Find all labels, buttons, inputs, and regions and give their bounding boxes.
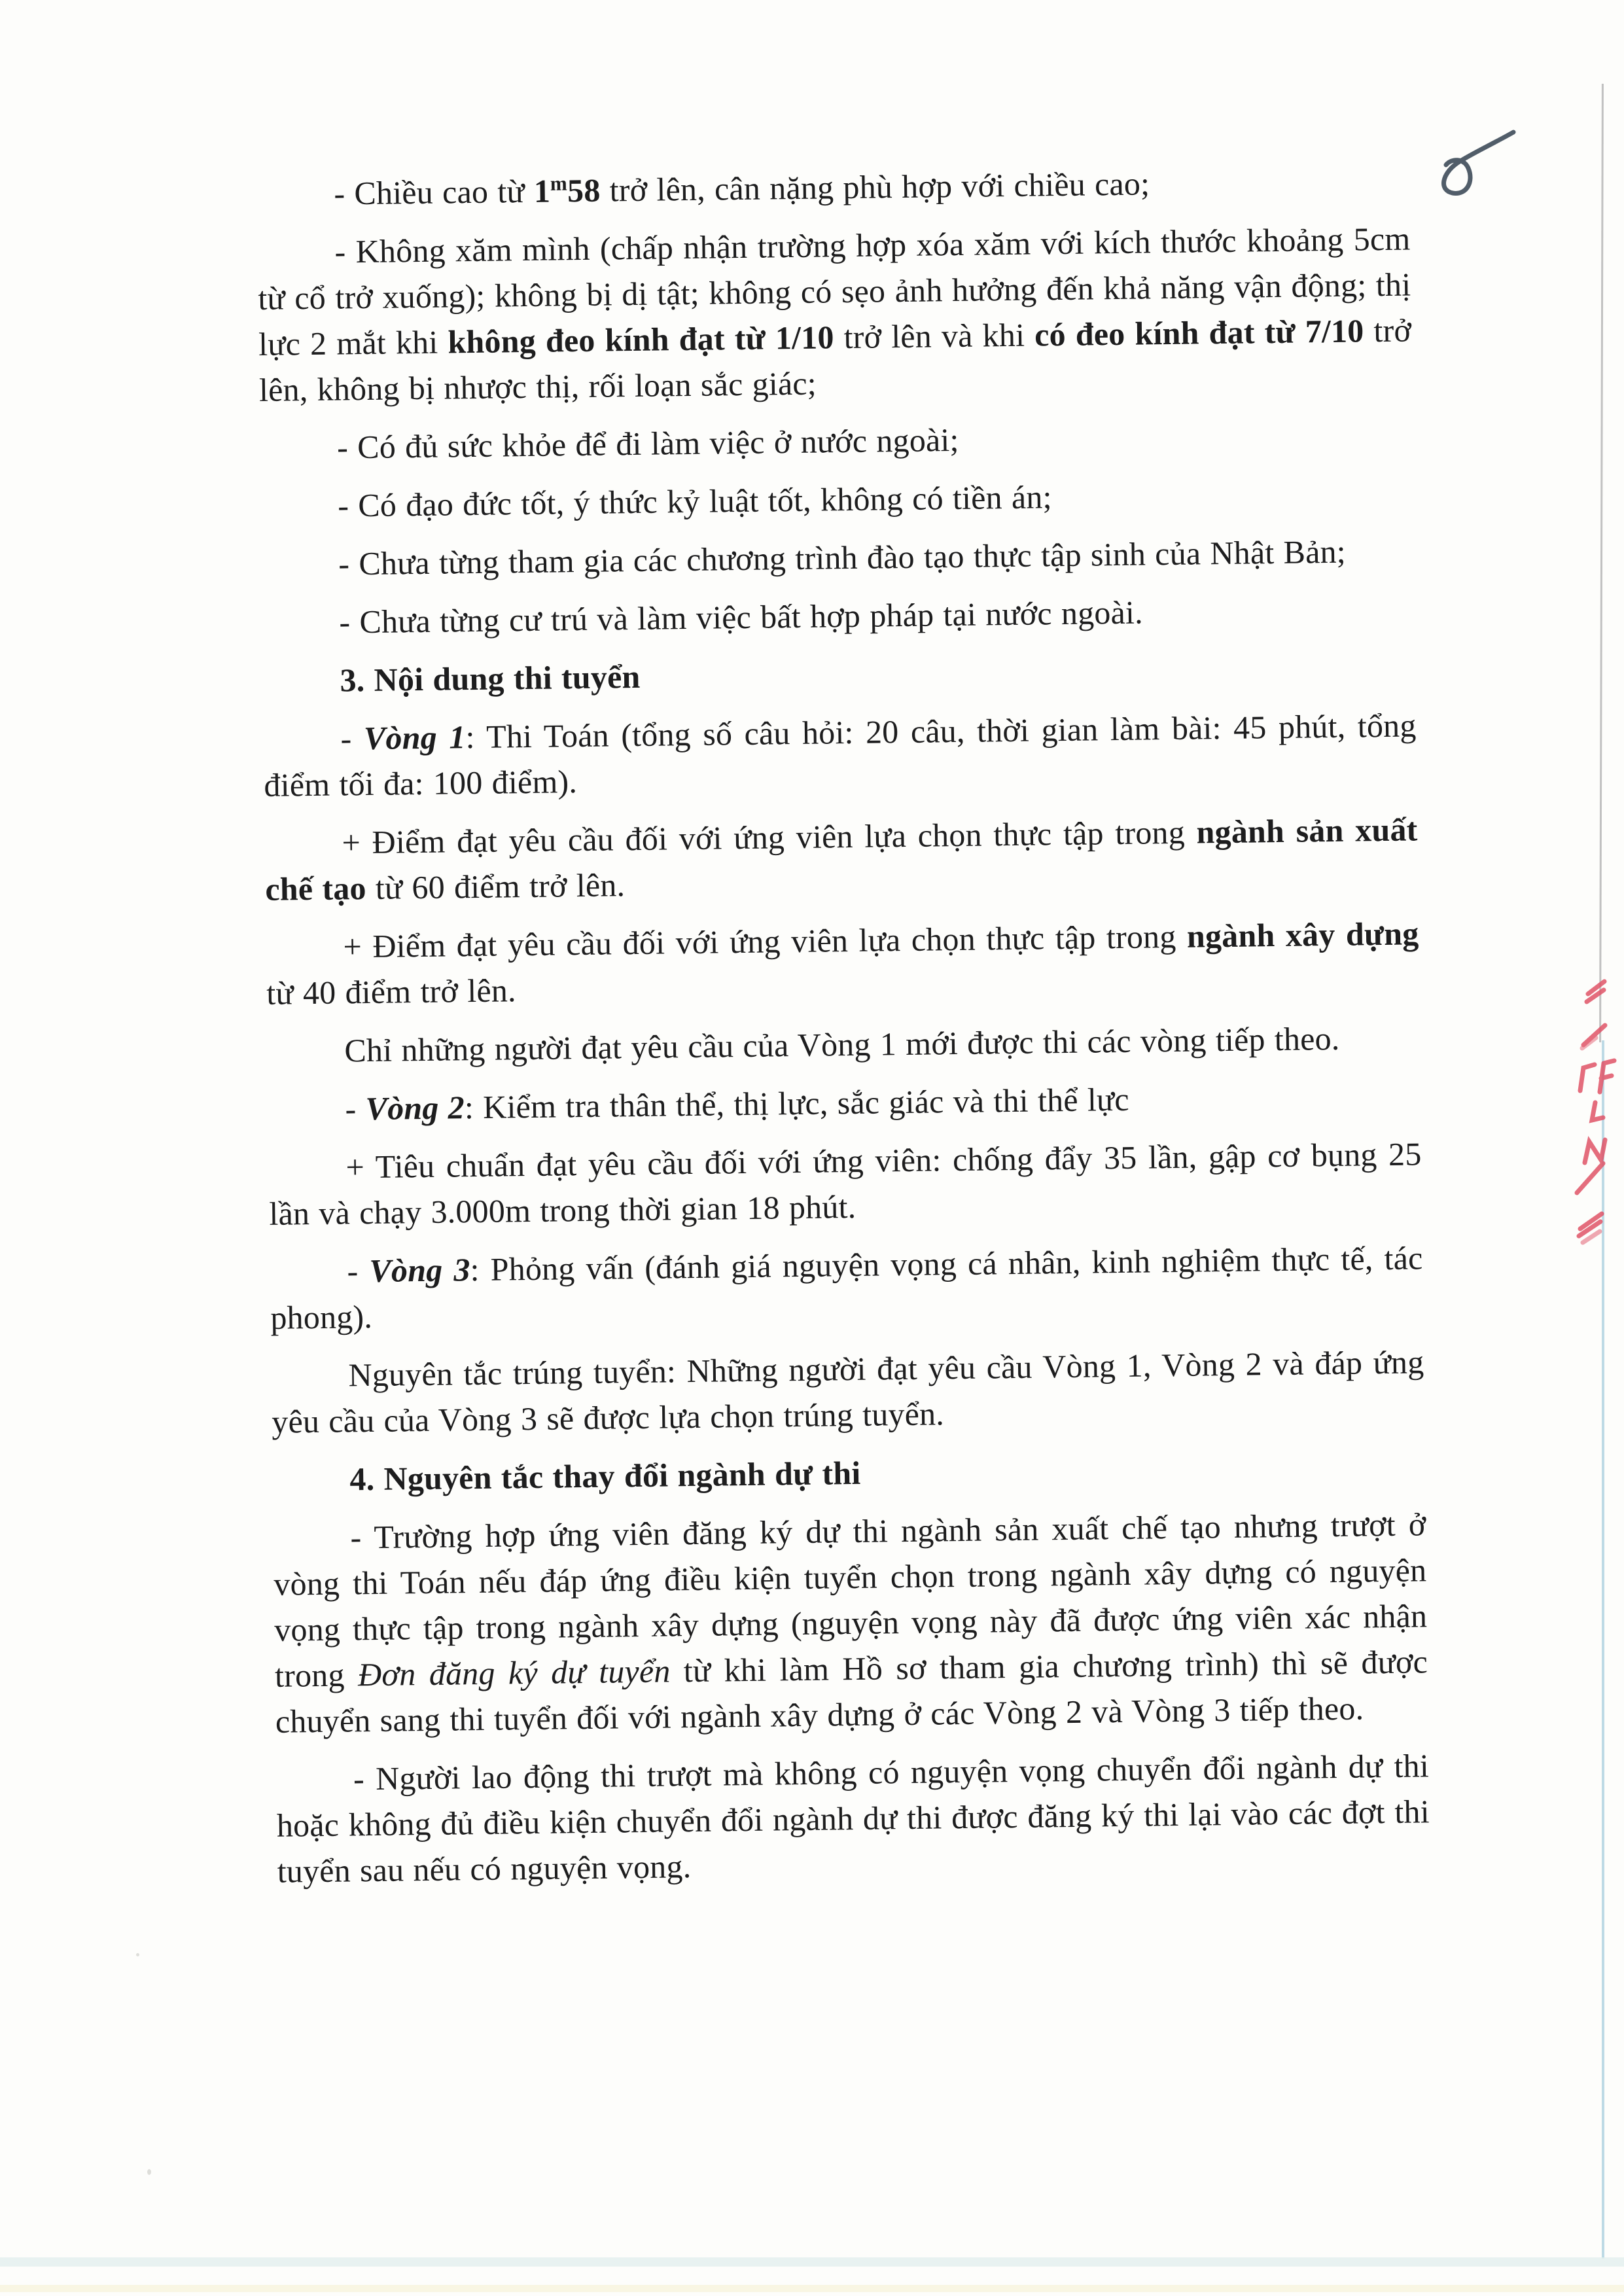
text-segment: + Tiêu chuẩn đạt yêu cầu đối với ứng viên: chống đẩy 35 lần, gập cơ bụng 25 lần và chạy 3.000m trong thời gian 18 phút. bbox=[269, 1135, 1422, 1232]
text-segment: - Chưa từng cư trú và làm việc bất hợp pháp tại nước ngoài. bbox=[339, 593, 1144, 641]
paragraph bbox=[266, 910, 1420, 1016]
paragraph bbox=[268, 1072, 1421, 1133]
text-segment: Vòng 1 bbox=[363, 718, 466, 757]
text-segment: + Điểm đạt yêu cầu đối với ứng viên lựa chọn thực tập trong bbox=[343, 917, 1188, 965]
paragraph bbox=[261, 527, 1415, 588]
text-segment: - Không xăm mình (chấp nhận trường hợp xóa xăm với kích thước khoảng 5cm từ cổ trở xuống); không bị dị tật; không có sẹo ảnh hưởng đến khả năng vận động; thị lực 2 mắt khi bbox=[258, 220, 1411, 362]
paragraph bbox=[271, 1339, 1425, 1445]
red-mark-letter-l bbox=[1592, 1103, 1603, 1120]
text-segment: - Chiều cao từ bbox=[334, 172, 535, 212]
paragraph bbox=[260, 411, 1413, 471]
paragraph bbox=[270, 1235, 1424, 1341]
text-segment: từ 60 điểm trở lên. bbox=[366, 866, 626, 907]
text-segment: từ khi làm Hồ sơ tham gia chương trình) thì sẽ được chuyển sang thi tuyển đối với ngành xây dựng ở các Vòng 2 và Vòng 3 tiếp theo. bbox=[275, 1643, 1428, 1740]
text-segment: ngành sản xuất chế tạo bbox=[265, 811, 1418, 908]
text-segment: từ 40 điểm trở lên. bbox=[266, 972, 517, 1012]
paragraph bbox=[257, 215, 1412, 413]
scan-speck bbox=[136, 1953, 139, 1956]
red-mark-letter-n bbox=[1585, 1140, 1605, 1163]
paragraph bbox=[263, 702, 1417, 808]
text-segment: : Thi Toán (tổng số câu hỏi: 20 câu, thời gian làm bài: 45 phút, tổng điểm tối đa: 100 điểm). bbox=[264, 707, 1417, 804]
paragraph bbox=[267, 1014, 1421, 1074]
paragraph bbox=[260, 469, 1414, 529]
section-heading bbox=[262, 644, 1416, 704]
text-segment: ngành xây dựng bbox=[1186, 915, 1419, 955]
text-segment: trở lên và khi bbox=[834, 316, 1035, 356]
text-segment: - Trường hợp ứng viên đăng ký dự thi ngành sản xuất chế tạo nhưng trượt ở vòng thi Toán nếu đáp ứng điều kiện tuyển chọn trong ngành xây dựng có nguyện vọng thực tập trong ngành xây dựng (nguyện vọng này đã được ứng viên xác nhận trong bbox=[274, 1506, 1428, 1694]
text-segment: Vòng 3 bbox=[369, 1251, 470, 1290]
paragraph bbox=[262, 586, 1415, 646]
scanner-band-cyan bbox=[0, 2257, 1624, 2267]
red-mark-equals-top bbox=[1587, 981, 1604, 1002]
text-segment: - Chưa từng tham gia các chương trình đào tạo thực tập sinh của Nhật Bản; bbox=[338, 533, 1347, 582]
text-segment: 3. Nội dung thi tuyển bbox=[340, 658, 641, 699]
text-segment: - bbox=[345, 1090, 366, 1127]
text-segment: m bbox=[550, 171, 568, 195]
text-segment: 58 bbox=[567, 171, 601, 209]
text-segment: Nguyên tắc trúng tuyển: Những người đạt yêu cầu Vòng 1, Vòng 2 và đáp ứng yêu cầu của Vòng 3 sẽ được lựa chọn trúng tuyển. bbox=[272, 1343, 1424, 1440]
text-segment: - bbox=[340, 720, 364, 757]
document-text-block bbox=[256, 157, 1430, 1894]
text-segment: 1 bbox=[533, 172, 551, 209]
page-edge-line-gray bbox=[1599, 84, 1604, 1042]
text-segment: - Có đủ sức khỏe để đi làm việc ở nước ngoài; bbox=[336, 421, 959, 466]
text-segment: - bbox=[347, 1252, 370, 1290]
paragraph bbox=[268, 1131, 1422, 1237]
red-mark-equals-bottom bbox=[1579, 1214, 1602, 1243]
paragraph bbox=[273, 1501, 1428, 1744]
paragraph bbox=[276, 1742, 1430, 1894]
text-segment: 4. Nguyên tắc thay đổi ngành dự thi bbox=[349, 1454, 861, 1498]
text-segment: có đeo kính đạt từ 7/10 bbox=[1034, 312, 1364, 353]
red-mark-letters-tf bbox=[1580, 1061, 1614, 1092]
text-segment: trở lên, không bị nhược thị, rối loạn sắc giác; bbox=[258, 311, 1412, 408]
scanner-band-cream bbox=[0, 2285, 1624, 2292]
text-segment: : Kiểm tra thân thể, thị lực, sắc giác và thi thể lực bbox=[464, 1080, 1129, 1126]
red-mark-slash-1 bbox=[1582, 1025, 1605, 1048]
red-margin-annotations bbox=[1541, 952, 1624, 1253]
red-mark-slash-2 bbox=[1577, 1163, 1603, 1193]
text-segment: : Phỏng vấn (đánh giá nguyện vọng cá nhân, kinh nghiệm thực tế, tác phong). bbox=[270, 1239, 1423, 1336]
paragraph bbox=[256, 157, 1410, 217]
paragraph bbox=[264, 806, 1419, 912]
text-segment: Vòng 2 bbox=[365, 1089, 465, 1127]
text-segment: Đơn đăng ký dự tuyển bbox=[357, 1652, 671, 1693]
text-segment: trở lên, cân nặng phù hợp với chiều cao; bbox=[600, 165, 1150, 209]
text-segment: Chỉ những người đạt yêu cầu của Vòng 1 mới được thi các vòng tiếp theo. bbox=[344, 1019, 1340, 1069]
scan-speck bbox=[147, 2169, 151, 2175]
handwritten-initial-mark bbox=[1430, 123, 1528, 208]
text-segment: không đeo kính đạt từ 1/10 bbox=[448, 319, 834, 361]
section-heading bbox=[272, 1443, 1426, 1503]
text-segment: + Điểm đạt yêu cầu đối với ứng viên lựa chọn thực tập trong bbox=[342, 813, 1197, 861]
text-segment: - Người lao động thi trượt mà không có nguyện vọng chuyển đổi ngành dự thi hoặc không đủ điều kiện chuyển đổi ngành dự thi được đăng ký thi lại vào các đợt thi tuyển sau nếu có nguyện vọng. bbox=[276, 1747, 1430, 1890]
text-segment: - Có đạo đức tốt, ý thức kỷ luật tốt, không có tiền án; bbox=[337, 478, 1052, 524]
